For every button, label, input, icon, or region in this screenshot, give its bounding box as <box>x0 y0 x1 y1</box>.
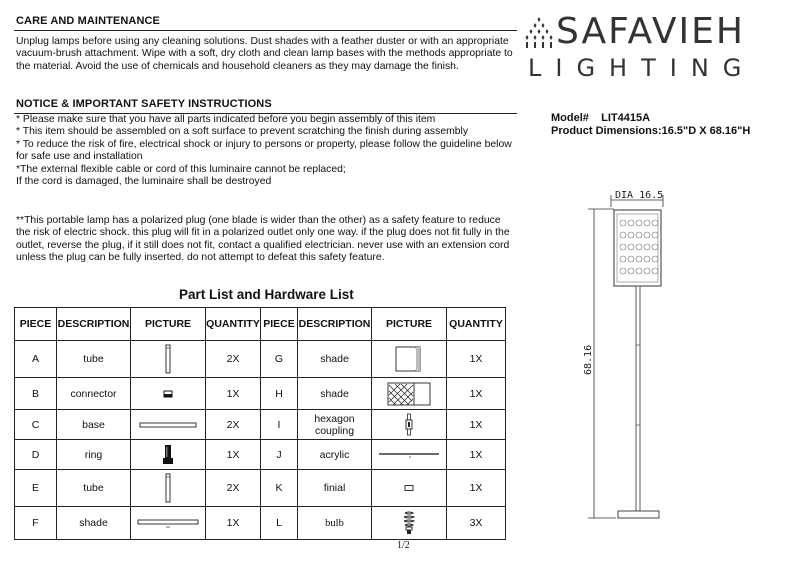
logo-wordmark: SAFAVIEH <box>556 11 745 52</box>
drawing-base <box>618 511 659 518</box>
safety-line: for safe use and installation <box>16 151 143 163</box>
acrylic-rod-icon <box>377 450 441 460</box>
height-label: 68.16 <box>583 344 594 375</box>
header-piece: PIECE <box>261 308 298 341</box>
piece-description: shade <box>298 341 372 378</box>
logo-subtitle: LIGHTING <box>528 54 756 82</box>
piece-description: ring <box>57 440 131 470</box>
piece-quantity: 1X <box>447 440 506 470</box>
header-quantity: QUANTITY <box>447 308 506 341</box>
piece-quantity: 2X <box>206 470 261 507</box>
product-dimensions <box>551 124 750 138</box>
table-header-row <box>15 308 506 341</box>
plug-line: outlet, reverse the plug, if it still does not fit, contact a qualified electrician. never use with an extension cord <box>16 239 510 251</box>
piece-letter: L <box>261 507 298 540</box>
piece-picture <box>372 341 447 378</box>
piece-letter: J <box>261 440 298 470</box>
piece-letter: K <box>261 470 298 507</box>
piece-picture <box>372 470 447 507</box>
header-description: DESCRIPTION <box>298 308 372 341</box>
care-paragraph <box>16 36 513 73</box>
connector-icon <box>162 389 174 399</box>
model-number <box>551 111 650 125</box>
table-row <box>15 378 506 410</box>
tube-icon <box>163 473 173 503</box>
plug-paragraph <box>16 215 510 265</box>
piece-quantity: 1X <box>447 470 506 507</box>
piece-quantity: 1X <box>206 378 261 410</box>
page-number: 1/2 <box>397 540 410 551</box>
piece-letter: G <box>261 341 298 378</box>
safety-paragraph <box>16 114 512 188</box>
piece-letter: H <box>261 378 298 410</box>
header-picture: PICTURE <box>372 308 447 341</box>
piece-description: tube <box>57 470 131 507</box>
header-description: DESCRIPTION <box>57 308 131 341</box>
piece-description: bulb <box>298 507 372 540</box>
piece-picture <box>372 507 447 540</box>
care-divider <box>14 30 517 31</box>
piece-description: shade <box>57 507 131 540</box>
plug-line: unless the plug can be fully inserted. do not attempt to defeat this safety feature. <box>16 252 385 264</box>
diameter-label: DIA 16.5 <box>615 190 664 201</box>
piece-description: shade <box>298 378 372 410</box>
ring-icon <box>161 444 175 466</box>
table-row <box>15 410 506 440</box>
safety-line: * To reduce the risk of fire, electrical shock or injury to persons or property, please follow the guideline below <box>16 138 512 150</box>
plug-line: **This portable lamp has a polarized plug (one blade is wider than the other) as a safety feature to reduce <box>16 215 501 226</box>
care-title: CARE AND MAINTENANCE <box>16 15 160 27</box>
piece-description: hexagon coupling <box>298 410 372 440</box>
piece-picture <box>131 410 206 440</box>
tube-icon <box>163 344 173 374</box>
piece-quantity: 1X <box>447 378 506 410</box>
safety-line: If the cord is damaged, the luminaire shall be destroyed <box>16 176 272 188</box>
piece-letter: I <box>261 410 298 440</box>
piece-description: base <box>57 410 131 440</box>
piece-quantity: 2X <box>206 341 261 378</box>
header-quantity: QUANTITY <box>206 308 261 341</box>
piece-letter: E <box>15 470 57 507</box>
piece-quantity: 2X <box>206 410 261 440</box>
piece-picture <box>131 470 206 507</box>
care-line: vacuum-brush attachment. Wipe with a soft, dry cloth and clean lamp bases with the methods appropriate to <box>16 48 513 60</box>
piece-letter: D <box>15 440 57 470</box>
piece-quantity: 1X <box>447 341 506 378</box>
header-piece: PIECE <box>15 308 57 341</box>
plug-line: the risk of electric shock. this plug will fit in a polarized outlet only one way. if the plug does not fit fully in the <box>16 227 510 239</box>
care-line: the material. Avoid the use of chemicals and household cleaners as they may damage the finish. <box>16 60 459 72</box>
safety-line: * This item should be assembled on a soft surface to prevent scratching the finish during assembly <box>16 126 469 138</box>
lamp-dimension-drawing <box>578 185 678 525</box>
piece-picture <box>372 378 447 410</box>
safety-line: * Please make sure that you have all parts indicated before you begin assembly of this item <box>16 114 436 125</box>
piece-quantity: 1X <box>206 507 261 540</box>
piece-description: connector <box>57 378 131 410</box>
dimensions-value: 16.5"D X 68.16"H <box>661 125 751 137</box>
finial-icon <box>403 483 415 493</box>
piece-picture <box>131 341 206 378</box>
piece-picture <box>131 440 206 470</box>
piece-picture <box>372 440 447 470</box>
piece-letter: A <box>15 341 57 378</box>
parts-table <box>14 307 506 540</box>
table-row <box>15 470 506 507</box>
base-plate-icon <box>138 420 198 430</box>
mesh-shade-icon <box>387 381 431 407</box>
piece-picture <box>131 378 206 410</box>
drawing-pole <box>636 286 640 511</box>
hex-coupling-icon <box>404 413 414 437</box>
model-label: Model# <box>551 112 589 124</box>
piece-description: finial <box>298 470 372 507</box>
piece-quantity: 1X <box>206 440 261 470</box>
care-line: Unplug lamps before using any cleaning solutions. Dust shades with a feather duster or with an appropriate <box>16 36 509 47</box>
table-row <box>15 440 506 470</box>
table-row <box>15 341 506 378</box>
piece-quantity: 3X <box>447 507 506 540</box>
safety-line: *The external flexible cable or cord of this luminaire cannot be replaced; <box>16 163 346 175</box>
table-row <box>15 507 506 540</box>
piece-description: acrylic <box>298 440 372 470</box>
piece-description: tube <box>57 341 131 378</box>
chandelier-logo-icon <box>524 16 554 48</box>
shade-panel-icon <box>136 516 200 530</box>
piece-letter: B <box>15 378 57 410</box>
drum-shade-icon <box>394 344 424 374</box>
header-picture: PICTURE <box>131 308 206 341</box>
piece-quantity: 1X <box>447 410 506 440</box>
piece-letter: F <box>15 507 57 540</box>
dimensions-label: Product Dimensions: <box>551 125 662 137</box>
parts-table-title: Part List and Hardware List <box>179 287 354 302</box>
safety-title: NOTICE & IMPORTANT SAFETY INSTRUCTIONS <box>16 98 272 110</box>
bulb-icon <box>401 510 417 536</box>
piece-picture <box>131 507 206 540</box>
piece-letter: C <box>15 410 57 440</box>
piece-picture <box>372 410 447 440</box>
model-value: LIT4415A <box>601 112 651 124</box>
